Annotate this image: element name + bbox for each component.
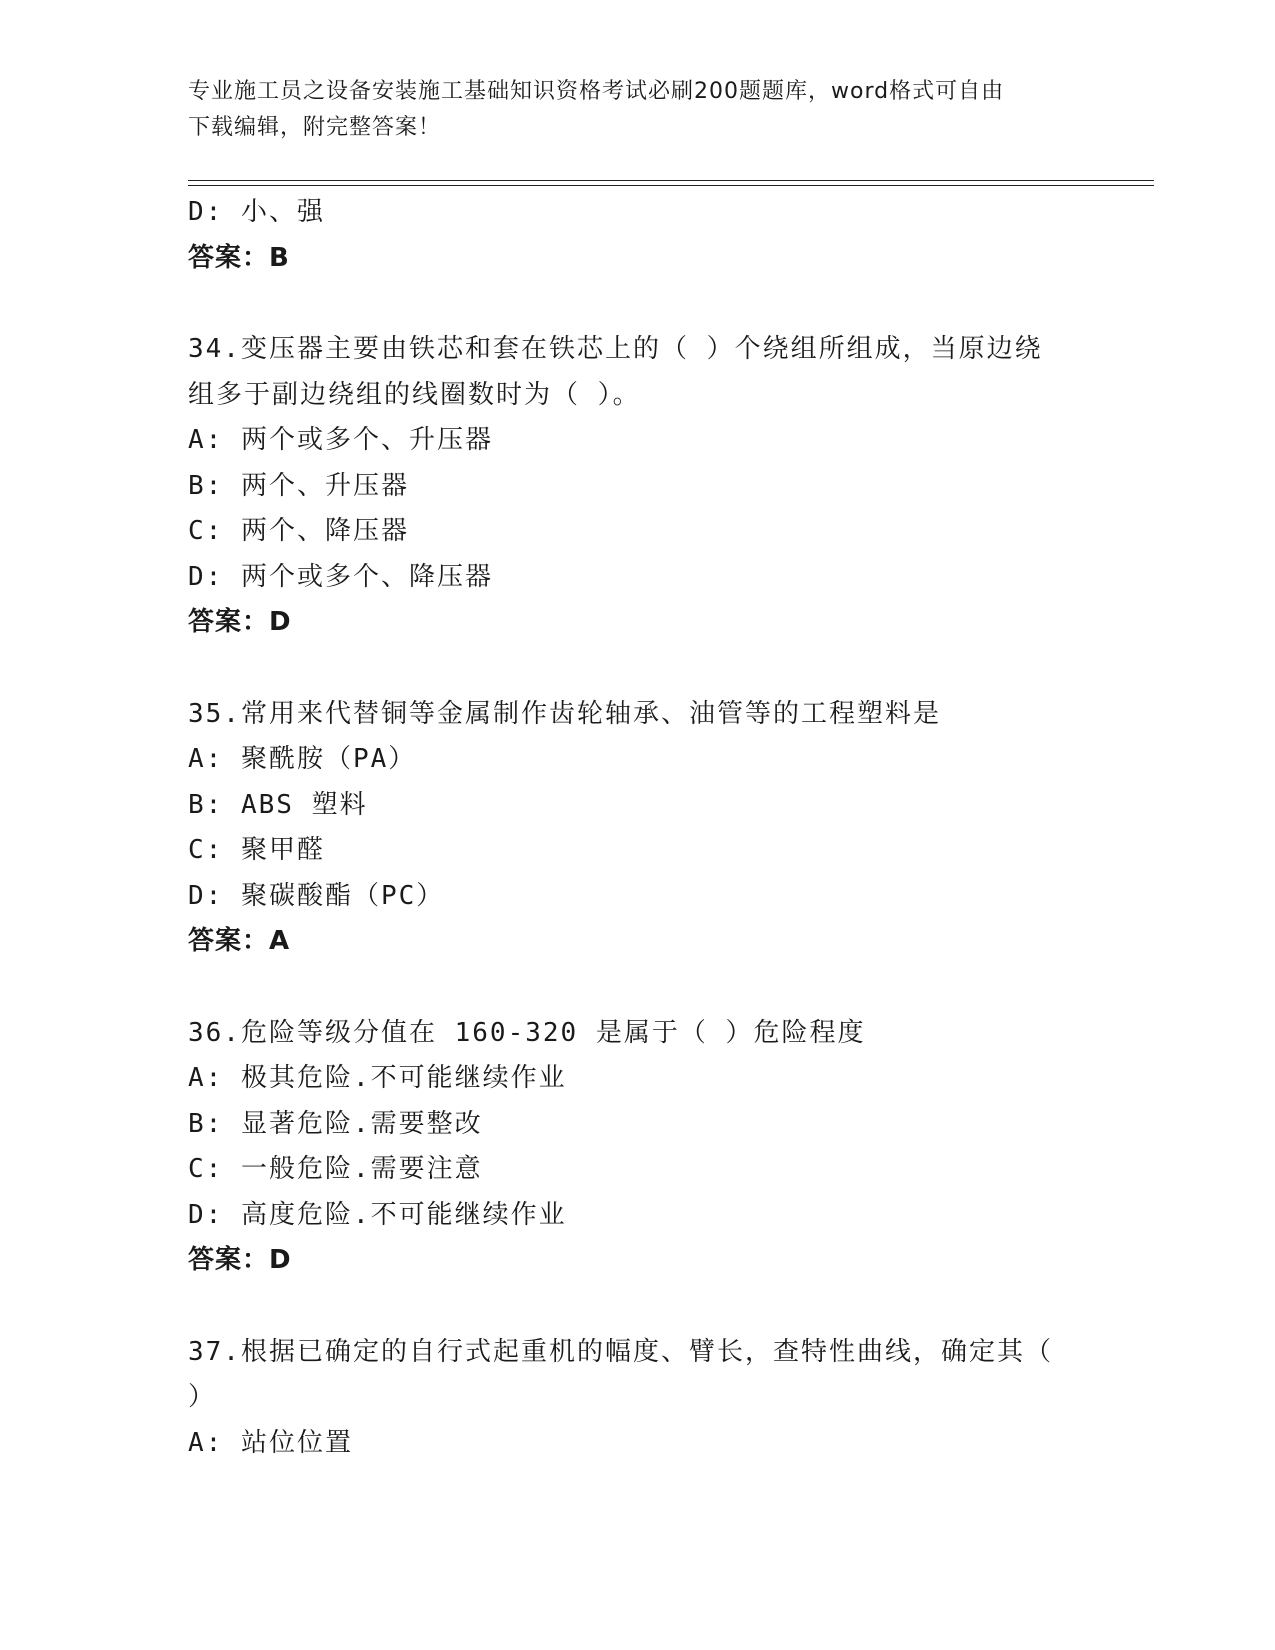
question-33-tail bbox=[188, 190, 1088, 281]
question-35 bbox=[188, 692, 1088, 965]
question-34-stem-line-2: 组多于副边绕组的线圈数时为（ ）。 bbox=[188, 379, 641, 410]
question-36-option-a: A: 极其危险.不可能继续作业 bbox=[188, 1063, 567, 1093]
question-36-option-d: D: 高度危险.不可能继续作业 bbox=[188, 1199, 567, 1230]
question-35-answer: 答案：A bbox=[188, 926, 291, 956]
question-34-option-c: C: 两个、降压器 bbox=[188, 516, 409, 546]
question-37-stem-line-1: 37.根据已确定的自行式起重机的幅度、臂长，查特性曲线，确定其（ bbox=[188, 1336, 1053, 1367]
question-34-stem-line-1: 34.变压器主要由铁芯和套在铁芯上的（ ）个绕组所组成，当原边绕 bbox=[188, 334, 1043, 364]
question-36-answer: 答案：D bbox=[188, 1245, 292, 1275]
question-34 bbox=[188, 327, 1088, 646]
question-36-option-b: B: 显著危险.需要整改 bbox=[188, 1108, 483, 1139]
question-35-option-c: C: 聚甲醛 bbox=[188, 835, 325, 865]
header-title-line-2: 下载编辑，附完整答案！ bbox=[188, 115, 442, 140]
spacer bbox=[188, 646, 1088, 692]
header-divider-top bbox=[188, 180, 1154, 181]
question-list bbox=[188, 190, 1088, 1466]
question-36 bbox=[188, 1011, 1088, 1284]
question-37-stem-line-2: ） bbox=[188, 1382, 217, 1412]
question-34-answer: 答案：D bbox=[188, 607, 292, 637]
document-header bbox=[188, 74, 1068, 146]
question-35-option-a: A: 聚酰胺（PA） bbox=[188, 744, 417, 774]
question-36-option-c: C: 一般危险.需要注意 bbox=[188, 1154, 483, 1184]
spacer bbox=[188, 965, 1088, 1011]
question-37-option-a: A: 站位位置 bbox=[188, 1427, 353, 1458]
header-divider-bottom bbox=[188, 185, 1154, 186]
question-34-option-b: B: 两个、升压器 bbox=[188, 470, 409, 501]
question-34-option-a: A: 两个或多个、升压器 bbox=[188, 425, 493, 455]
header-title-line-1: 专业施工员之设备安装施工基础知识资格考试必刷200题题库，word格式可自由 bbox=[188, 79, 1005, 104]
question-37 bbox=[188, 1330, 1088, 1467]
spacer bbox=[188, 1284, 1088, 1330]
question-34-option-d: D: 两个或多个、降压器 bbox=[188, 561, 493, 592]
question-33-option-d: D: 小、强 bbox=[188, 197, 325, 227]
spacer bbox=[188, 281, 1088, 327]
question-35-option-d: D: 聚碳酸酯（PC） bbox=[188, 880, 445, 911]
question-36-stem-line-1: 36.危险等级分值在 160-320 是属于（ ）危险程度 bbox=[188, 1017, 866, 1048]
question-35-option-b: B: ABS 塑料 bbox=[188, 789, 368, 820]
question-35-stem-line-1: 35.常用来代替铜等金属制作齿轮轴承、油管等的工程塑料是 bbox=[188, 698, 941, 729]
question-33-answer: 答案：B bbox=[188, 242, 290, 273]
